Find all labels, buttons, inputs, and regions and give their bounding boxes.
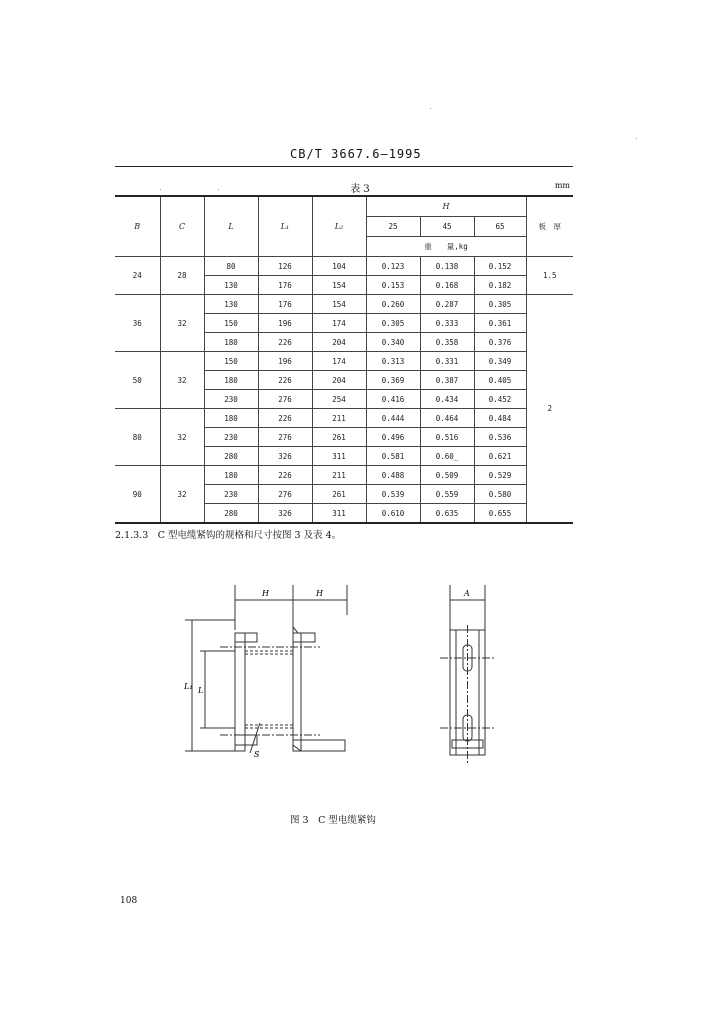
scan-speck xyxy=(430,108,431,109)
cell-c: 32 xyxy=(160,466,204,524)
cell-w45: 0.287 xyxy=(420,295,474,314)
cell-l2: 261 xyxy=(312,428,366,447)
page-number: 108 xyxy=(120,896,138,906)
cell-l2: 211 xyxy=(312,409,366,428)
cell-w45: 0.331 xyxy=(420,352,474,371)
cell-w65: 0.182 xyxy=(474,276,526,295)
section-paragraph: 2.1.3.3 C 型电缆紧钩的规格和尺寸按图 3 及表 4。 xyxy=(115,530,342,541)
cell-l1: 276 xyxy=(258,428,312,447)
cell-l2: 211 xyxy=(312,466,366,485)
cell-l2: 204 xyxy=(312,371,366,390)
cell-b: 24 xyxy=(115,257,160,295)
cell-w45: 0.516 xyxy=(420,428,474,447)
table-row xyxy=(115,466,573,485)
cell-l: 230 xyxy=(204,428,258,447)
header-h: H xyxy=(366,196,526,217)
cell-w65: 0.361 xyxy=(474,314,526,333)
cell-l: 280 xyxy=(204,447,258,466)
header-h25: 25 xyxy=(366,217,420,237)
spec-table xyxy=(115,195,573,524)
cell-w25: 0.444 xyxy=(366,409,420,428)
table-row xyxy=(115,409,573,428)
cell-w65: 0.484 xyxy=(474,409,526,428)
cell-l: 180 xyxy=(204,371,258,390)
header-l: L xyxy=(204,196,258,257)
cell-w45: 0.559 xyxy=(420,485,474,504)
label-s: S xyxy=(254,750,260,759)
hook-front-view-drawing xyxy=(430,585,495,770)
cell-l1: 326 xyxy=(258,447,312,466)
cell-l1: 226 xyxy=(258,466,312,485)
cell-l1: 176 xyxy=(258,276,312,295)
cell-w65: 0.536 xyxy=(474,428,526,447)
cell-b: 80 xyxy=(115,409,160,466)
cell-w25: 0.369 xyxy=(366,371,420,390)
cell-b: 90 xyxy=(115,466,160,524)
header-l1: L₁ xyxy=(258,196,312,257)
cell-l1: 176 xyxy=(258,295,312,314)
cell-l: 150 xyxy=(204,352,258,371)
label-a: A xyxy=(464,589,470,598)
cell-l1: 326 xyxy=(258,504,312,524)
figure-caption: 图 3 C 型电缆紧钩 xyxy=(290,815,376,826)
cell-l2: 154 xyxy=(312,295,366,314)
cell-w25: 0.581 xyxy=(366,447,420,466)
cell-c: 28 xyxy=(160,257,204,295)
cell-w65: 0.405 xyxy=(474,371,526,390)
cell-l: 80 xyxy=(204,257,258,276)
scan-speck xyxy=(218,189,219,190)
header-c: C xyxy=(160,196,204,257)
cell-w45: 0.434 xyxy=(420,390,474,409)
cell-b: 36 xyxy=(115,295,160,352)
header-b: B xyxy=(115,196,160,257)
cell-w25: 0.488 xyxy=(366,466,420,485)
cell-l1: 126 xyxy=(258,257,312,276)
cell-w25: 0.416 xyxy=(366,390,420,409)
cell-w25: 0.123 xyxy=(366,257,420,276)
cell-l2: 204 xyxy=(312,333,366,352)
cell-w45: 0.138 xyxy=(420,257,474,276)
cell-l2: 174 xyxy=(312,352,366,371)
header-h45: 45 xyxy=(420,217,474,237)
label-l: L xyxy=(198,686,204,695)
cell-w25: 0.610 xyxy=(366,504,420,524)
label-h-right: H xyxy=(316,589,323,598)
cell-l: 130 xyxy=(204,276,258,295)
header-l2: L₂ xyxy=(312,196,366,257)
cell-w25: 0.260 xyxy=(366,295,420,314)
header-h65: 65 xyxy=(474,217,526,237)
cell-l: 230 xyxy=(204,390,258,409)
cell-l: 230 xyxy=(204,485,258,504)
cell-l1: 196 xyxy=(258,314,312,333)
table-title: 表 3 xyxy=(350,184,370,195)
cell-thickness: 2 xyxy=(526,295,573,524)
scan-speck xyxy=(160,189,161,190)
header-mass: 重 量,kg xyxy=(366,237,526,257)
cell-w25: 0.153 xyxy=(366,276,420,295)
cell-c: 32 xyxy=(160,295,204,352)
cell-w65: 0.152 xyxy=(474,257,526,276)
cell-w25: 0.340 xyxy=(366,333,420,352)
cell-w25: 0.305 xyxy=(366,314,420,333)
cell-w45: 0.387 xyxy=(420,371,474,390)
header-thickness: 板 厚 xyxy=(526,196,573,257)
cell-l2: 261 xyxy=(312,485,366,504)
cell-l2: 311 xyxy=(312,447,366,466)
header-rule xyxy=(115,166,573,167)
cell-l: 130 xyxy=(204,295,258,314)
cell-l2: 154 xyxy=(312,276,366,295)
cell-c: 32 xyxy=(160,352,204,409)
cell-l1: 226 xyxy=(258,371,312,390)
cell-w45: 0.60_ xyxy=(420,447,474,466)
cell-w45: 0.635 xyxy=(420,504,474,524)
cell-w65: 0.376 xyxy=(474,333,526,352)
cell-l1: 196 xyxy=(258,352,312,371)
cell-l: 180 xyxy=(204,466,258,485)
cell-w65: 0.305 xyxy=(474,295,526,314)
cell-l: 150 xyxy=(204,314,258,333)
table-unit: mm xyxy=(554,181,570,190)
cell-c: 32 xyxy=(160,409,204,466)
hook-side-view-drawing xyxy=(180,585,360,770)
cell-w65: 0.529 xyxy=(474,466,526,485)
cell-w25: 0.313 xyxy=(366,352,420,371)
cell-l: 180 xyxy=(204,333,258,352)
standard-number: CB/T 3667.6—1995 xyxy=(290,147,422,161)
cell-w45: 0.464 xyxy=(420,409,474,428)
table-row xyxy=(115,257,573,276)
cell-w45: 0.509 xyxy=(420,466,474,485)
scan-speck xyxy=(636,138,637,139)
cell-l: 280 xyxy=(204,504,258,524)
cell-l1: 276 xyxy=(258,390,312,409)
cell-thickness: 1.5 xyxy=(526,257,573,295)
cell-l2: 104 xyxy=(312,257,366,276)
cell-l2: 311 xyxy=(312,504,366,524)
cell-l1: 226 xyxy=(258,409,312,428)
cell-w65: 0.580 xyxy=(474,485,526,504)
cell-l: 180 xyxy=(204,409,258,428)
cell-l1: 226 xyxy=(258,333,312,352)
cell-w65: 0.349 xyxy=(474,352,526,371)
cell-w45: 0.168 xyxy=(420,276,474,295)
cell-w25: 0.539 xyxy=(366,485,420,504)
cell-w45: 0.358 xyxy=(420,333,474,352)
cell-b: 50 xyxy=(115,352,160,409)
cell-l2: 254 xyxy=(312,390,366,409)
cell-w25: 0.496 xyxy=(366,428,420,447)
cell-w45: 0.333 xyxy=(420,314,474,333)
cell-w65: 0.621 xyxy=(474,447,526,466)
cell-w65: 0.452 xyxy=(474,390,526,409)
cell-w65: 0.655 xyxy=(474,504,526,524)
table-row xyxy=(115,295,573,314)
label-l1: L₁ xyxy=(184,682,193,691)
cell-l2: 174 xyxy=(312,314,366,333)
table-row xyxy=(115,352,573,371)
cell-l1: 276 xyxy=(258,485,312,504)
label-h-left: H xyxy=(262,589,269,598)
